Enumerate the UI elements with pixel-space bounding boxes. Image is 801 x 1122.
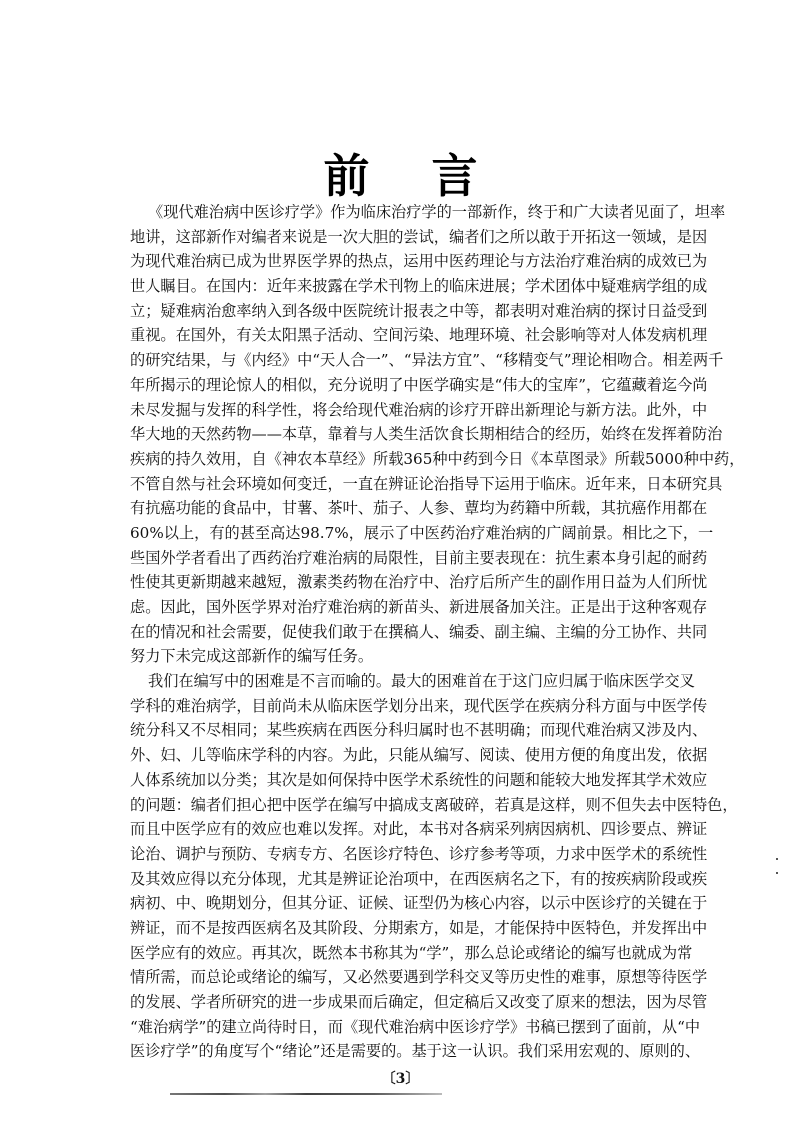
text-line: 未尽发掘与发挥的科学性，将会给现代难治病的诊疗开辟出新理论与新方法。此外，中 bbox=[130, 400, 708, 419]
text-line: 外、妇、儿等临床学科的内容。为此，只能从编写、阅读、使用方便的角度出发，依据 bbox=[130, 746, 708, 765]
text-line: 论治、调护与预防、专病专方、名医诊疗特色、诊疗参考等项，力求中医学术的系统性 bbox=[130, 844, 708, 863]
text-line: 人体系统加以分类；其次是如何保持中医学术系统性的问题和能较大地发挥其学术效应 bbox=[130, 770, 708, 789]
text-line: 年所揭示的理论惊人的相似，充分说明了中医学确实是“伟大的宝库”，它蕴藏着迄今尚 bbox=[130, 375, 708, 394]
scan-speck bbox=[776, 858, 778, 860]
text-line: 有抗癌功能的食品中，甘薯、茶叶、茄子、人参、蕈均为药籍中所载，其抗癌作用都在 bbox=[130, 499, 708, 518]
text-line: 在的情况和社会需要，促使我们敢于在撰稿人、编委、副主编、主编的分工协作、共同 bbox=[130, 622, 708, 641]
text-line: 及其效应得以充分体现，尤其是辨证论治项中，在西医病名之下，有的按疾病阶段或疾 bbox=[130, 869, 708, 888]
text-line: 华大地的天然药物——本草，靠着与人类生活饮食长期相结合的经历，始终在发挥着防治 bbox=[130, 425, 723, 444]
text-line: 60%以上，有的甚至高达98.7%，展示了中医药治疗难治病的广阔前景。相比之下，一 bbox=[130, 523, 714, 542]
scan-speck bbox=[776, 872, 778, 874]
text-line: 为现代难治病已成为世界医学界的热点，运用中医药理论与方法治疗难治病的成效已为 bbox=[130, 252, 708, 271]
text-line: 《现代难治病中医诊疗学》作为临床治疗学的一部新作，终于和广大读者见面了，坦率 bbox=[148, 203, 726, 221]
text-line: 而且中医学应有的效应也难以发挥。对此，本书对各病采列病因病机、四诊要点、辨证 bbox=[130, 820, 708, 839]
page-title: 前言 bbox=[323, 149, 540, 203]
text-line: 立；疑难病治愈率纳入到各级中医院统计报表之中等，都表明对难治病的探讨日益受到 bbox=[130, 301, 708, 320]
text-line: 的发展、学者所研究的进一步成果而后确定，但定稿后又改变了原来的想法，因为尽管 bbox=[130, 993, 708, 1011]
text-line: 重视。在国外，有关太阳黑子活动、空间污染、地理环境、社会影响等对人体发病机理 bbox=[130, 326, 708, 345]
bottom-rule bbox=[170, 1093, 442, 1095]
text-line: 不管自然与社会环境如何变迁，一直在辨证论治指导下运用于临床。近年来，日本研究具 bbox=[130, 474, 723, 493]
text-line: 努力下未完成这部新作的编写任务。 bbox=[130, 647, 373, 666]
text-line: 辨证，而不是按西医病名及其阶段、分期索方，如是，才能保持中医特色，并发挥出中 bbox=[130, 918, 708, 937]
text-line: 性使其更新期越来越短，激素类药物在治疗中、治疗后所产生的副作用日益为人们所忧 bbox=[130, 573, 708, 592]
page-number: 〔3〕 bbox=[381, 1071, 420, 1087]
text-line: 病初、中、晚期划分，但其分证、证候、证型仍为核心内容，以示中医诊疗的关键在于 bbox=[130, 894, 708, 913]
text-line: 些国外学者看出了西药治疗难治病的局限性，目前主要表现在：抗生素本身引起的耐药 bbox=[130, 548, 708, 567]
text-line: 统分科又不尽相同；某些疾病在西医分科归属时也不甚明确；而现代难治病又涉及内、 bbox=[130, 721, 708, 740]
text-line: 地讲，这部新作对编者来说是一次大胆的尝试，编者们之所以敢于开拓这一领域，是因 bbox=[130, 227, 708, 246]
text-line: 医诊疗学”的角度写个“绪论”还是需要的。基于这一认识。我们采用宏观的、原则的、 bbox=[130, 1042, 701, 1061]
text-line: 的研究结果，与《内经》中“天人合一”、“异法方宜”、“移精变气”理论相吻合。相差两千 bbox=[130, 351, 724, 370]
text-line: 的问题：编者们担心把中医学在编写中搞成支离破碎，若真是这样，则不但失去中医特色， bbox=[130, 795, 738, 814]
text-line: 我们在编写中的困难是不言而喻的。最大的困难首在于这门应归属于临床医学交叉 bbox=[148, 672, 695, 691]
text-line: 虑。因此，国外医学界对治疗难治病的新苗头、新进展备加关注。正是出于这种客观存 bbox=[130, 598, 708, 616]
text-line: 疾病的持久效用，自《神农本草经》所载365种中药到今日《本草图录》所载5000种中药， bbox=[130, 449, 745, 468]
text-line: 学科的难治病学，目前尚未从临床医学划分出来，现代医学在疾病分科方面与中医学传 bbox=[130, 696, 708, 715]
paragraph bbox=[130, 669, 738, 1064]
text-line: 情所需，而总论或绪论的编写，又必然要遇到学科交叉等历史性的难事，原想等待医学 bbox=[130, 968, 708, 987]
text-line: 医学应有的效应。再其次，既然本书称其为“学”，那么总论或绪论的编写也就成为常 bbox=[130, 943, 693, 962]
paragraph bbox=[130, 200, 745, 669]
text-line: “难治病学”的建立尚待时日，而《现代难治病中医诊疗学》书稿已摆到了面前，从“中 bbox=[130, 1017, 701, 1036]
text-line: 世人瞩目。在国内：近年来披露在学术刊物上的临床进展；学术团体中疑难病学组的成 bbox=[130, 277, 708, 296]
body-text bbox=[130, 200, 745, 1064]
